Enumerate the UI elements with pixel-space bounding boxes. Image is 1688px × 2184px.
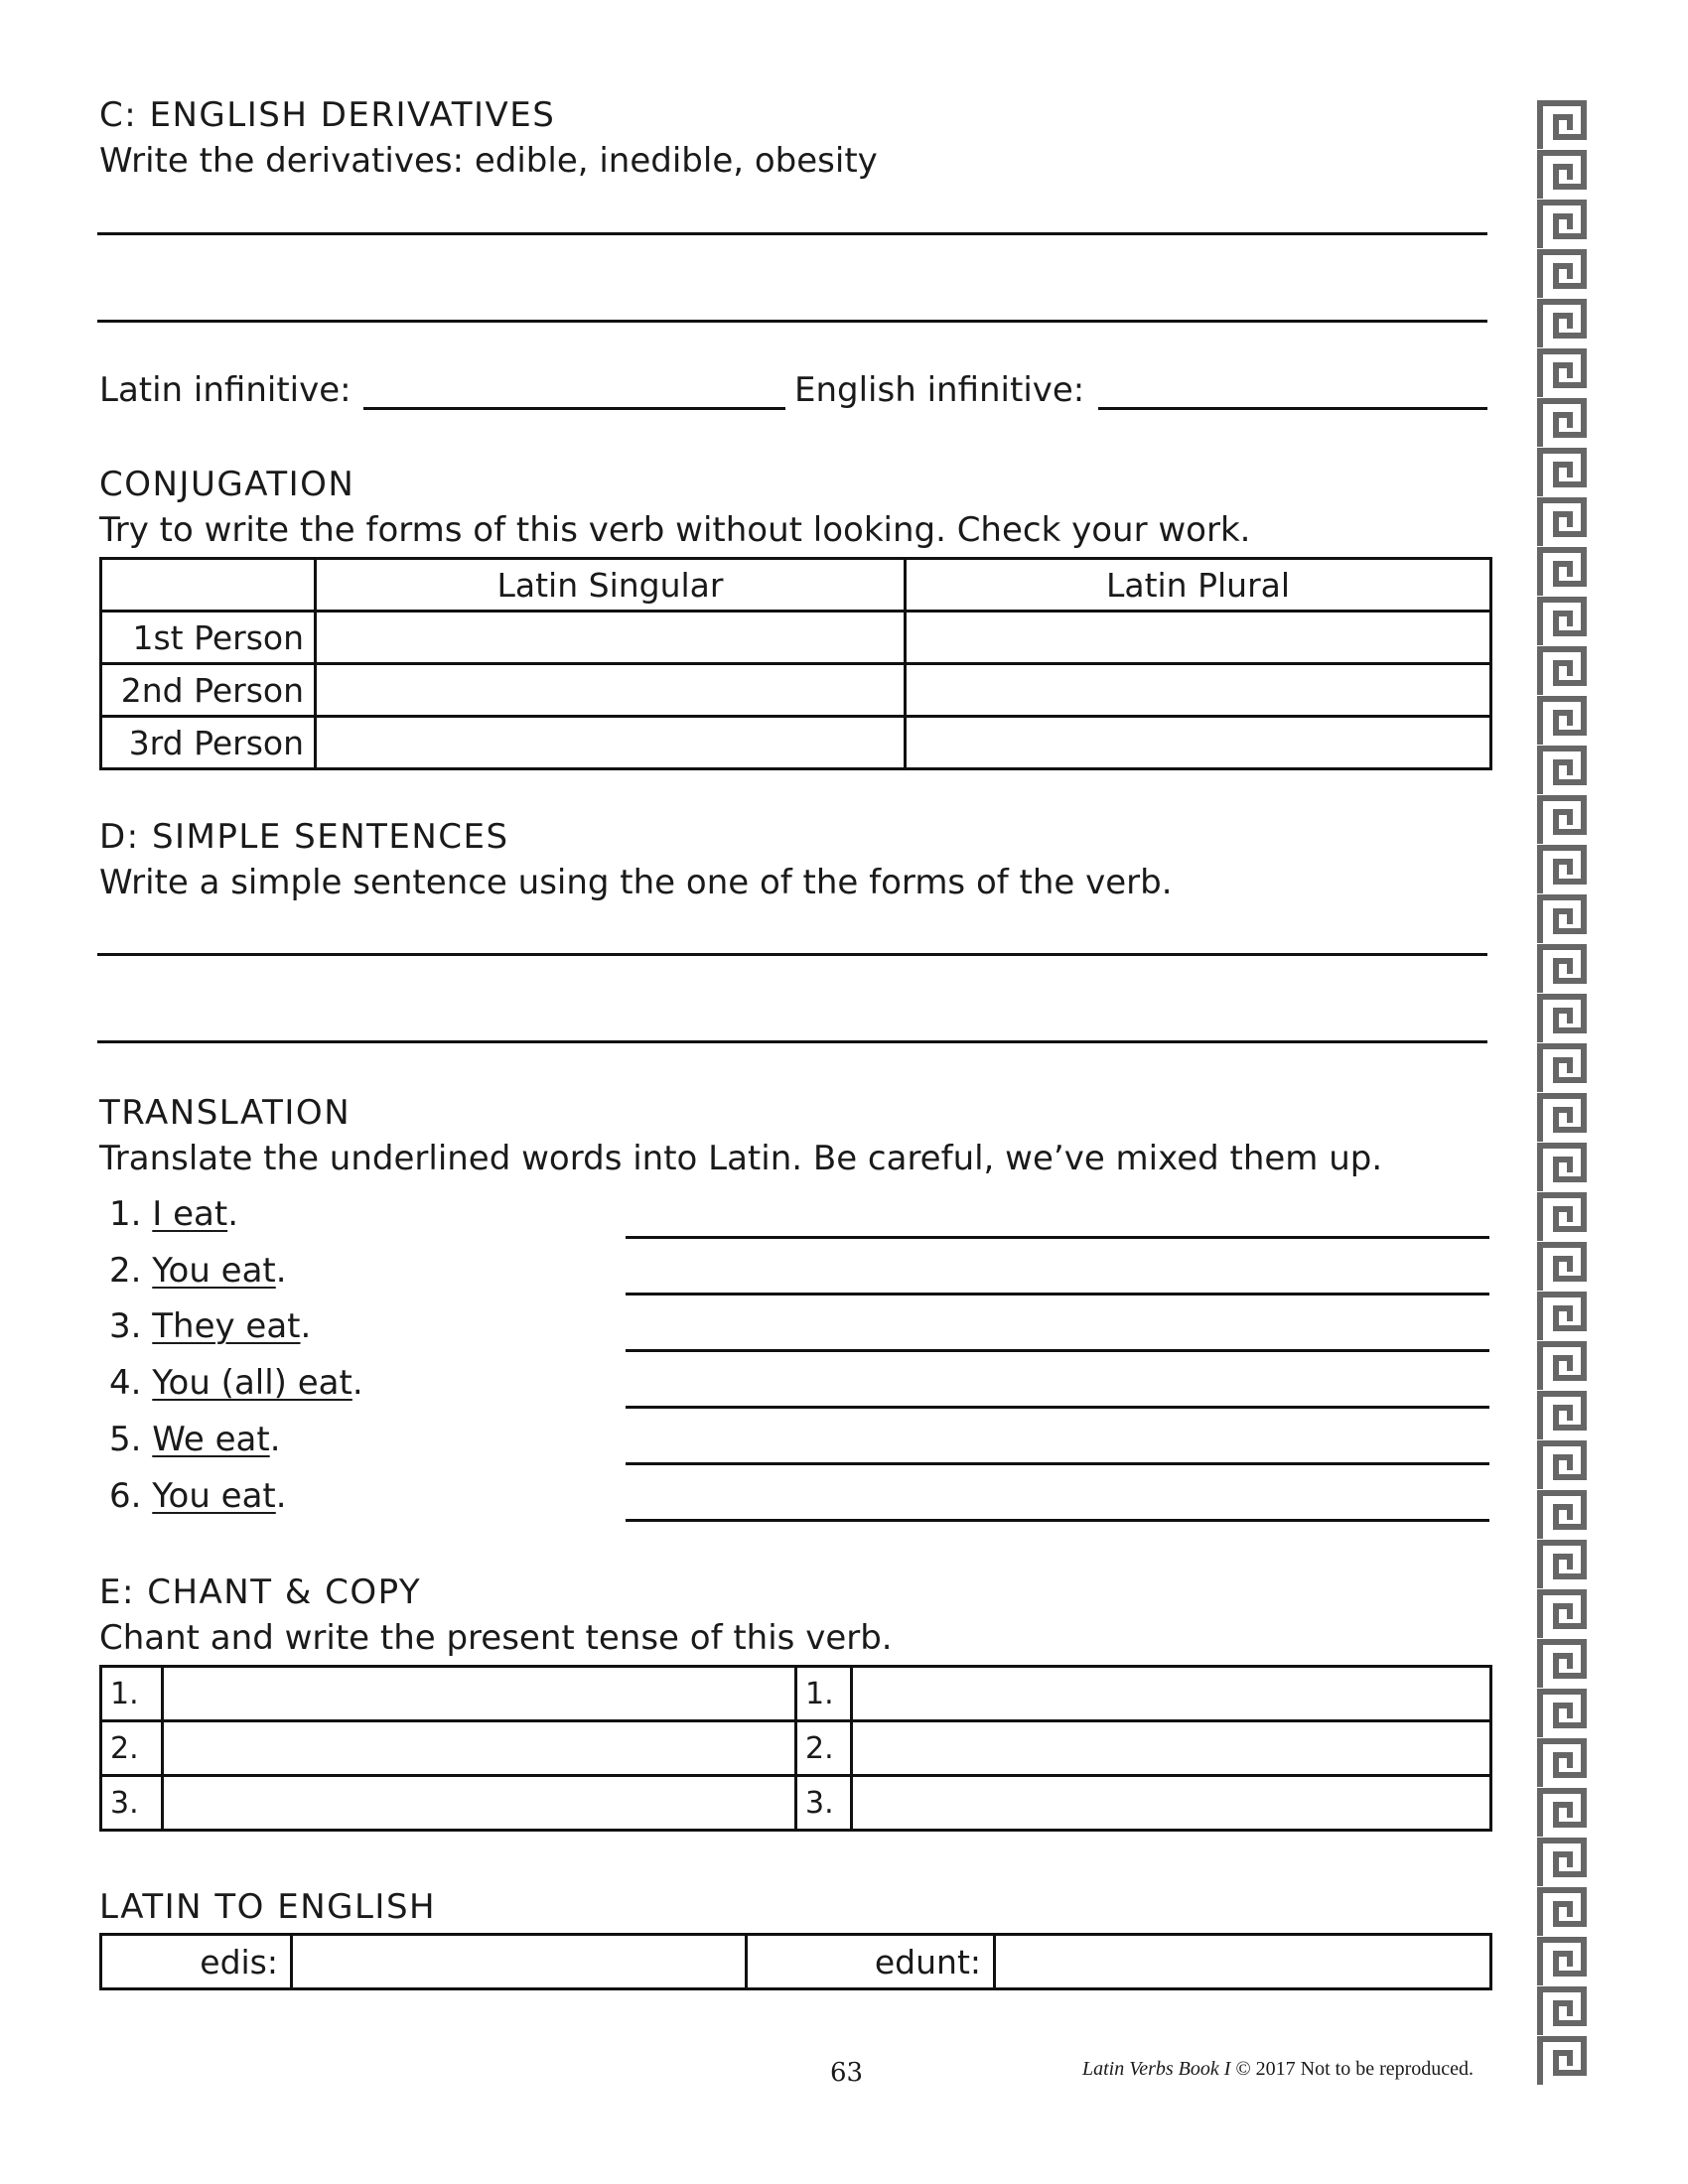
- table-row: [101, 1721, 1491, 1776]
- translation-item-3: [109, 1306, 311, 1346]
- chant-left-number: 1.: [101, 1667, 163, 1721]
- chant-copy-table: [99, 1665, 1492, 1832]
- table-row: [101, 717, 1491, 769]
- conjugation-instruction: Try to write the forms of this verb without looking. Check your work.: [99, 510, 1251, 550]
- item-end: .: [275, 1251, 287, 1291]
- chant-right-number: 2.: [796, 1721, 852, 1776]
- latin-infinitive-label: Latin infinitive:: [99, 370, 352, 410]
- edunt-label: edunt:: [747, 1935, 995, 1989]
- item-number: 3.: [109, 1306, 142, 1346]
- greek-key-pattern: [1534, 99, 1590, 2085]
- chant-right-number: 1.: [796, 1667, 852, 1721]
- table-row: [101, 1667, 1491, 1721]
- chant-left-cell[interactable]: [163, 1721, 796, 1776]
- translation-answer-3[interactable]: [626, 1349, 1489, 1352]
- table-row: [101, 1935, 1491, 1989]
- table-row: [101, 664, 1491, 717]
- translation-heading: TRANSLATION: [99, 1093, 352, 1133]
- translation-item-4: [109, 1363, 363, 1403]
- item-number: 6.: [109, 1476, 142, 1516]
- book-title: Latin Verbs Book I: [1082, 2058, 1231, 2080]
- translation-answer-2[interactable]: [626, 1293, 1489, 1296]
- translation-item-6: [109, 1476, 287, 1516]
- chant-right-cell[interactable]: [852, 1776, 1491, 1831]
- section-c-heading: C: ENGLISH DERIVATIVES: [99, 95, 556, 135]
- sentence-line-2[interactable]: [97, 1040, 1487, 1043]
- translation-instruction: Translate the underlined words into Latin. Be careful, we’ve mixed them up.: [99, 1139, 1383, 1178]
- english-infinitive-blank[interactable]: [1098, 407, 1487, 410]
- latin-to-english-heading: LATIN TO ENGLISH: [99, 1887, 437, 1927]
- translation-answer-1[interactable]: [626, 1236, 1489, 1239]
- underlined-phrase: You eat: [152, 1251, 276, 1291]
- derivatives-line-1[interactable]: [97, 232, 1487, 235]
- conjugation-heading: CONJUGATION: [99, 465, 355, 504]
- latin-infinitive-blank[interactable]: [363, 407, 785, 410]
- item-number: 2.: [109, 1251, 142, 1291]
- greek-key-border: [1534, 99, 1590, 2085]
- second-singular-cell[interactable]: [316, 664, 906, 717]
- underlined-phrase: You eat: [152, 1476, 276, 1516]
- section-e-instruction: Chant and write the present tense of this verb.: [99, 1618, 893, 1658]
- section-e-heading: E: CHANT & COPY: [99, 1572, 422, 1612]
- second-person-label: 2nd Person: [101, 664, 316, 717]
- translation-answer-6[interactable]: [626, 1519, 1489, 1522]
- item-end: .: [352, 1363, 363, 1403]
- edis-answer-cell[interactable]: [292, 1935, 747, 1989]
- first-person-label: 1st Person: [101, 612, 316, 664]
- edunt-answer-cell[interactable]: [995, 1935, 1491, 1989]
- underlined-phrase: They eat: [152, 1306, 301, 1346]
- first-singular-cell[interactable]: [316, 612, 906, 664]
- first-plural-cell[interactable]: [906, 612, 1491, 664]
- english-infinitive-label: English infinitive:: [794, 370, 1085, 410]
- translation-item-5: [109, 1420, 281, 1459]
- page-number: 63: [830, 2058, 864, 2088]
- translation-answer-4[interactable]: [626, 1406, 1489, 1409]
- second-plural-cell[interactable]: [906, 664, 1491, 717]
- third-person-label: 3rd Person: [101, 717, 316, 769]
- item-number: 4.: [109, 1363, 142, 1403]
- edis-label: edis:: [101, 1935, 292, 1989]
- chant-right-cell[interactable]: [852, 1721, 1491, 1776]
- derivatives-line-2[interactable]: [97, 320, 1487, 323]
- chant-left-cell[interactable]: [163, 1667, 796, 1721]
- latin-to-english-table: [99, 1933, 1492, 1990]
- underlined-phrase: I eat: [152, 1194, 228, 1234]
- chant-right-cell[interactable]: [852, 1667, 1491, 1721]
- section-d-heading: D: SIMPLE SENTENCES: [99, 817, 509, 857]
- latin-plural-header: Latin Plural: [906, 559, 1491, 612]
- latin-singular-header: Latin Singular: [316, 559, 906, 612]
- translation-answer-5[interactable]: [626, 1462, 1489, 1465]
- table-row: [101, 612, 1491, 664]
- chant-left-number: 3.: [101, 1776, 163, 1831]
- conjugation-table: [99, 557, 1492, 770]
- sentence-line-1[interactable]: [97, 953, 1487, 956]
- item-end: .: [269, 1420, 281, 1459]
- item-end: .: [300, 1306, 312, 1346]
- item-end: .: [275, 1476, 287, 1516]
- third-singular-cell[interactable]: [316, 717, 906, 769]
- underlined-phrase: You (all) eat: [152, 1363, 352, 1403]
- item-number: 1.: [109, 1194, 142, 1234]
- third-plural-cell[interactable]: [906, 717, 1491, 769]
- chant-right-number: 3.: [796, 1776, 852, 1831]
- table-row: [101, 1776, 1491, 1831]
- chant-left-cell[interactable]: [163, 1776, 796, 1831]
- copyright-notice: [1082, 2058, 1474, 2081]
- translation-item-1: [109, 1194, 238, 1234]
- item-number: 5.: [109, 1420, 142, 1459]
- section-d-instruction: Write a simple sentence using the one of the forms of the verb.: [99, 863, 1173, 902]
- item-end: .: [227, 1194, 238, 1234]
- conjugation-corner-cell: [101, 559, 316, 612]
- chant-left-number: 2.: [101, 1721, 163, 1776]
- conjugation-header-row: [101, 559, 1491, 612]
- copyright-text: © 2017 Not to be reproduced.: [1235, 2058, 1475, 2080]
- section-c-instruction: Write the derivatives: edible, inedible, obesity: [99, 141, 878, 181]
- underlined-phrase: We eat: [152, 1420, 270, 1459]
- translation-item-2: [109, 1251, 287, 1291]
